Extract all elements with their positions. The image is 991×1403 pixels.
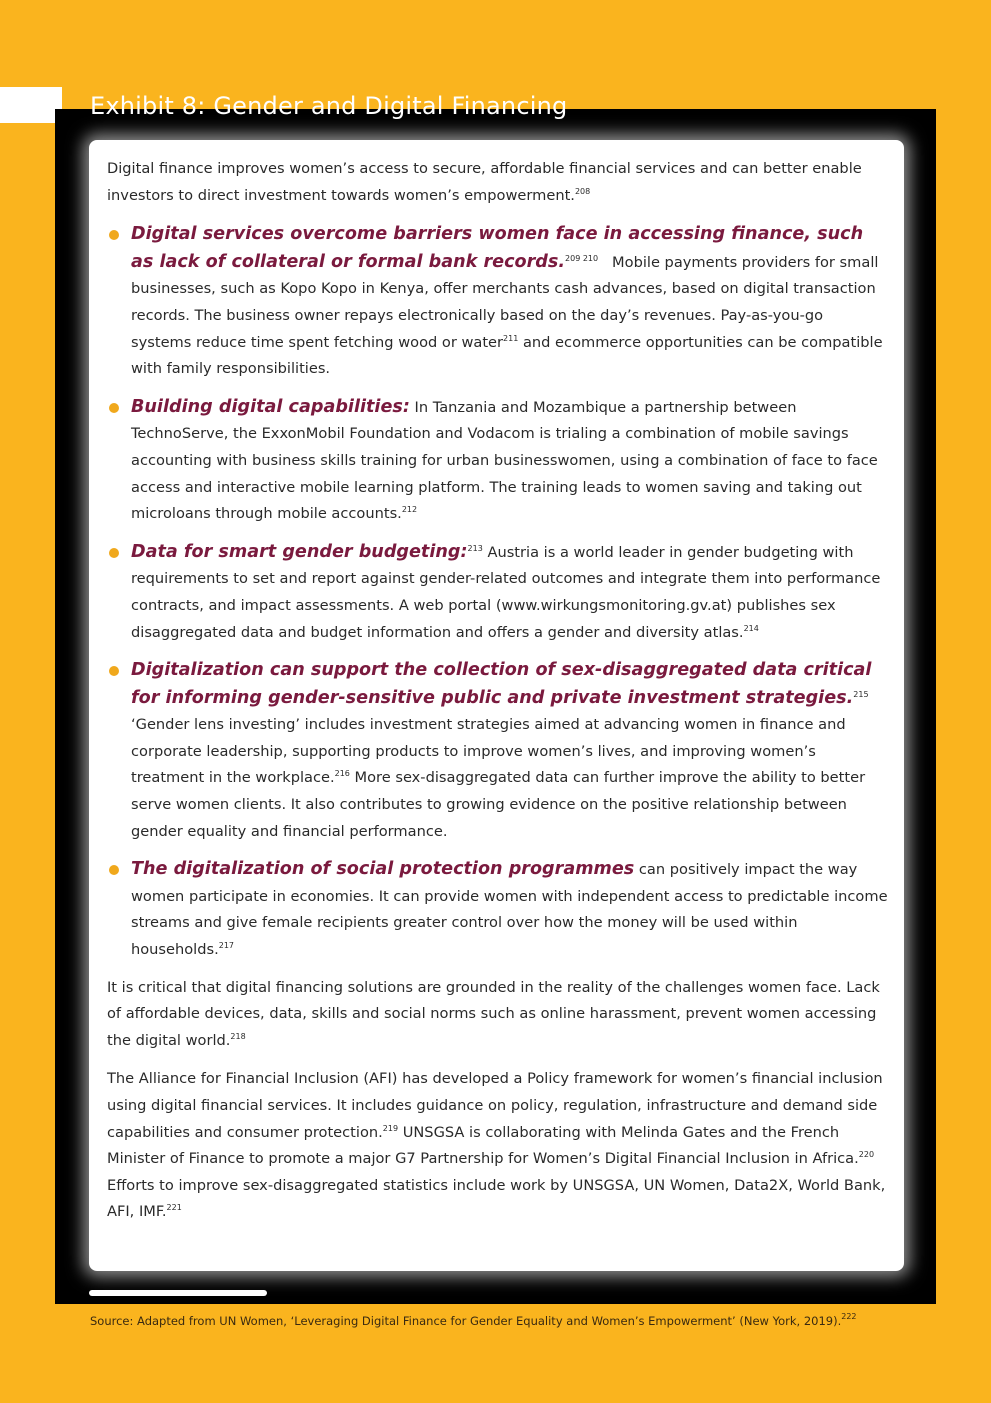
- bullet-list: [107, 221, 888, 963]
- footnote-ref: 221: [166, 1203, 182, 1213]
- exhibit-panel: [89, 140, 904, 1271]
- bullet-lead: Digitalization can support the collection of sex-disaggregated data critical for informing gender-sensitive public and private investment strategies.: [131, 660, 872, 708]
- bullet-item: [107, 856, 888, 963]
- bullet-body-cont: More sex-disaggregated data can further improve the ability to better serve women clients. It also contributes to growing evidence on the positive relationship between gender equality and financial performance.: [131, 769, 866, 840]
- bullet-icon: [109, 230, 119, 240]
- bullet-body: Mobile payments providers for small businesses, such as Kopo Kopo in Kenya, offer merchants cash advances, based on digital transaction records. The business owner repays electronically based on the day’s revenues. Pay-as-you-go systems reduce time spent fetching wood or water: [131, 253, 879, 351]
- footnote-ref: 214: [743, 623, 759, 633]
- bullet-body-cont: and ecommerce opportunities can be compatible with family responsibilities.: [131, 333, 883, 378]
- footnote-ref: 217: [218, 941, 235, 951]
- footnote-ref: 209 210: [565, 253, 599, 263]
- afi-text-2: UNSGSA is collaborating with Melinda Gates and the French Minister of Finance to promote a major G7 Partnership for Women’s Digital Financial Inclusion in Africa.: [107, 1123, 859, 1168]
- bullet-lead: Digital services overcome barriers women face in accessing finance, such as lack of collateral or formal bank records.: [131, 224, 864, 272]
- bullet-item: [107, 539, 888, 646]
- footnote-ref: 222: [841, 1312, 857, 1321]
- afi-text-1: The Alliance for Financial Inclusion (AFI) has developed a Policy framework for women’s financial inclusion using digital financial services. It includes guidance on policy, regulation, infrastructure and demand side capabilities and consumer protection.: [107, 1070, 883, 1141]
- afi-paragraph: [107, 1066, 888, 1226]
- bullet-icon: [109, 548, 119, 558]
- challenges-text: It is critical that digital financing solutions are grounded in the reality of the challenges women face. Lack of affordable devices, data, skills and social norms such as online harassment, prevent women accessing the digital world.: [107, 978, 880, 1049]
- footnote-ref: 216: [334, 769, 350, 779]
- bullet-body: ‘Gender lens investing’ includes investment strategies aimed at advancing women in finance and corporate leadership, supporting products to improve women’s lives, and improving women’s treatment in the workplace.: [131, 716, 846, 787]
- bullet-icon: [109, 865, 119, 875]
- footnote-ref: 211: [503, 333, 519, 343]
- bullet-icon: [109, 666, 119, 676]
- bullet-lead: Building digital capabilities:: [131, 396, 410, 417]
- footnote-ref: 208: [574, 186, 591, 196]
- footnote-ref: 212: [401, 505, 418, 515]
- source-text: Source: Adapted from UN Women, ‘Leveraging Digital Finance for Gender Equality and Women’s Empowerment’ (New York, 2019).: [90, 1314, 842, 1328]
- bullet-item: [107, 394, 888, 528]
- source-note: [90, 1314, 857, 1328]
- decorative-bar: [89, 1290, 267, 1296]
- bullet-item: [107, 657, 888, 845]
- bullet-body: In Tanzania and Mozambique a partnership between TechnoServe, the ExxonMobil Foundation and Vodacom is trialing a combination of mobile savings accounting with business skills training for urban businesswomen, using a combination of face to face access and interactive mobile learning platform. The training leads to women saving and taking out microloans through mobile accounts.: [131, 398, 878, 523]
- exhibit-title: Exhibit 8: Gender and Digital Financing: [90, 92, 568, 120]
- intro-paragraph: [107, 156, 888, 209]
- afi-text-3: Efforts to improve sex-disaggregated statistics include work by UNSGSA, UN Women, Data2X, World Bank, AFI, IMF.: [107, 1176, 886, 1221]
- footnote-ref: 220: [858, 1150, 875, 1160]
- bullet-item: [107, 221, 888, 383]
- corner-tab: [0, 87, 62, 123]
- footnote-ref: 213: [467, 543, 483, 553]
- bullet-body: Austria is a world leader in gender budgeting with requirements to set and report against gender-related outcomes and integrate them into performance contracts, and impact assessments. A web portal (www.wirkungsmonitoring.gv.at) publishes sex disaggregated data and budget information and offers a gender and diversity atlas.: [131, 543, 881, 641]
- bullet-lead: Data for smart gender budgeting:: [131, 541, 468, 562]
- footnote-ref: 218: [230, 1031, 246, 1041]
- footnote-ref: 215: [853, 689, 869, 699]
- intro-text: Digital finance improves women’s access to secure, affordable financial services and can better enable investors to direct investment towards women’s empowerment.: [107, 160, 862, 204]
- challenges-paragraph: [107, 975, 888, 1055]
- bullet-icon: [109, 403, 119, 413]
- bullet-body: can positively impact the way women participate in economies. It can provide women with independent access to predictable income streams and give female recipients greater control over how the money will be used within households.: [131, 861, 888, 959]
- bullet-lead: The digitalization of social protection programmes: [131, 859, 635, 880]
- footnote-ref: 219: [382, 1123, 399, 1133]
